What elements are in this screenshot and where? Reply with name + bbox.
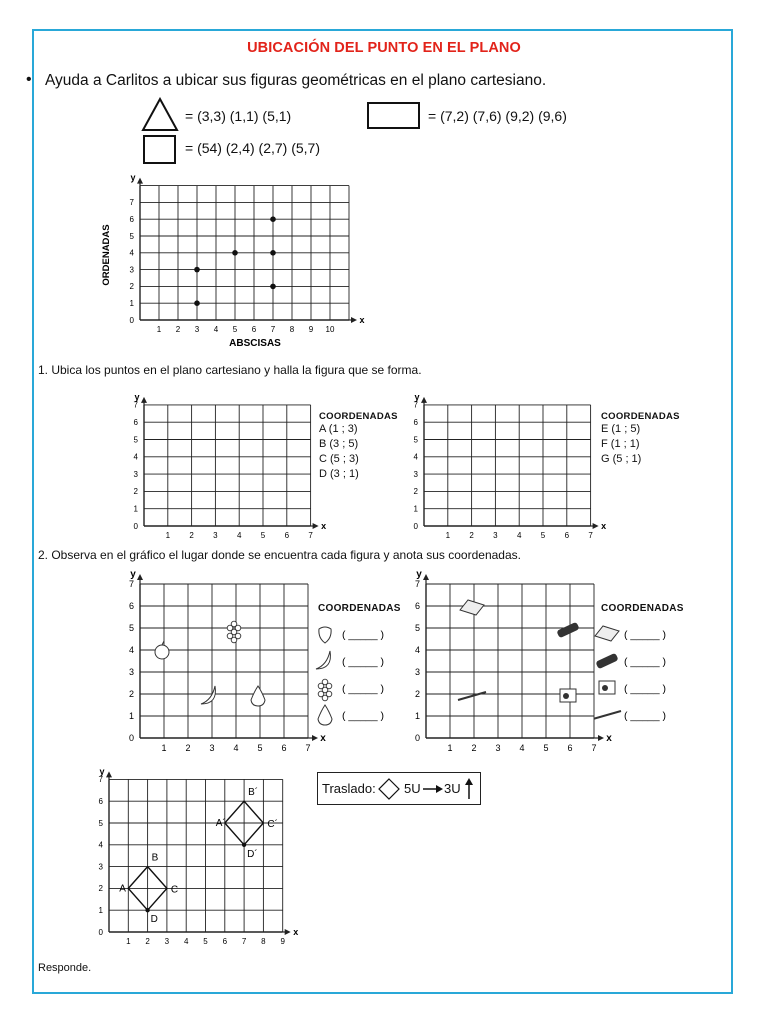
translated-vertex-label: A´ <box>215 818 226 829</box>
x-tick-label: 6 <box>281 743 287 753</box>
marker-icon <box>595 653 618 670</box>
square-coords: = (54) (2,4) (2,7) (5,7) <box>185 140 320 156</box>
y-tick-label: 5 <box>128 623 134 634</box>
x-tick-label: 6 <box>284 531 290 540</box>
x-tick-label: 1 <box>165 531 171 540</box>
grid-lines <box>144 405 311 526</box>
x-tick-label: 7 <box>591 743 597 753</box>
grid-lines <box>424 405 591 526</box>
y-tick-label: 6 <box>133 418 138 427</box>
q1-right-coords <box>601 411 680 467</box>
coord-a: A (1 ; 3) <box>319 423 358 435</box>
x-axis-letter: x <box>601 520 607 531</box>
sharpener-hole <box>602 685 608 691</box>
eraser-icon <box>595 626 619 641</box>
y-tick-label: 3 <box>413 469 418 479</box>
x-tick-label: 8 <box>261 937 266 946</box>
x-axis-arrow <box>313 523 319 529</box>
x-tick-label: 1 <box>126 937 131 946</box>
x-tick-label: 3 <box>495 743 501 753</box>
x-tick-label: 10 <box>325 325 335 334</box>
y-tick-label: 3 <box>129 265 134 275</box>
y-tick-label: 7 <box>413 400 418 410</box>
grapes-icon <box>318 679 332 701</box>
y-tick-label: 3 <box>128 667 134 678</box>
y-axis-arrow <box>137 574 143 580</box>
x-tick-label: 3 <box>164 937 170 946</box>
translated-vertex-label: C´ <box>267 819 278 830</box>
plotted-point <box>194 300 200 306</box>
y-axis-letter: y <box>134 391 140 402</box>
q2-left-answer-list <box>312 618 392 730</box>
original-vertex-dot <box>145 908 149 912</box>
q1-right-plane <box>408 380 608 540</box>
footer-text: Responde. <box>38 962 92 974</box>
x-tick-label: 1 <box>447 743 453 753</box>
y-axis-letter: y <box>414 391 420 402</box>
x-tick-label: 6 <box>567 743 573 753</box>
x-tick-label: 6 <box>222 937 228 946</box>
y-tick-label: 3 <box>133 469 138 479</box>
pencil-icon <box>458 692 486 700</box>
translated-vertex-label: D´ <box>247 848 258 860</box>
y-tick-label: 5 <box>413 435 418 445</box>
x-axis-letter: x <box>321 520 327 531</box>
x-axis-arrow <box>598 735 604 741</box>
original-vertex-label: C <box>170 884 179 896</box>
grapes-icon <box>227 621 241 643</box>
original-vertex-label: B <box>151 852 159 864</box>
x-tick-label: 2 <box>471 743 477 753</box>
x-tick-label: 7 <box>308 531 313 540</box>
x-axis-arrow <box>351 317 357 323</box>
banana-icon <box>201 686 215 704</box>
question-1: 1. Ubica los puntos en el plano cartesiano y halla la figura que se forma. <box>38 363 422 377</box>
y-tick-label: 6 <box>128 601 134 612</box>
y-tick-label: 4 <box>133 452 138 462</box>
x-axis-arrow <box>312 735 318 741</box>
rectangle-shape <box>367 102 421 130</box>
x-axis-arrow <box>285 929 291 935</box>
answer-blank: ( _____ ) <box>342 656 385 668</box>
diamond-icon <box>378 778 400 800</box>
y-tick-label: 0 <box>133 521 138 531</box>
original-vertex-label: D <box>150 914 158 926</box>
y-tick-label: 2 <box>133 487 138 497</box>
coords-header: COORDENADAS <box>319 411 398 422</box>
translation-up: 3U <box>444 781 461 796</box>
coords-header: COORDENADAS <box>601 411 680 422</box>
x-tick-label: 2 <box>175 325 181 334</box>
y-tick-label: 5 <box>98 818 103 828</box>
x-tick-label: 6 <box>251 325 257 334</box>
coord-f: F (1 ; 1) <box>601 438 640 450</box>
y-tick-label: 2 <box>414 689 420 700</box>
x-axis-arrow <box>593 523 599 529</box>
y-tick-label: 1 <box>128 711 134 722</box>
y-tick-label: 7 <box>414 579 420 590</box>
translated-vertex-label: B´ <box>248 787 259 799</box>
translated-vertex-dot <box>242 843 246 847</box>
x-tick-label: 4 <box>516 531 522 540</box>
y-axis-arrow <box>423 574 429 580</box>
x-tick-label: 1 <box>161 743 167 753</box>
x-tick-label: 7 <box>588 531 593 540</box>
x-tick-label: 1 <box>156 325 162 334</box>
x-tick-label: 4 <box>519 743 525 753</box>
y-tick-label: 7 <box>129 198 134 208</box>
x-axis-letter: x <box>320 733 326 745</box>
y-tick-label: 3 <box>414 667 420 678</box>
sharpener-hole <box>563 693 569 699</box>
y-tick-label: 6 <box>129 215 134 224</box>
x-tick-label: 8 <box>289 325 295 334</box>
x-tick-label: 5 <box>203 937 208 946</box>
triangle-shape <box>140 97 180 133</box>
q2-right-header: COORDENADAS <box>601 603 684 614</box>
y-axis-letter: y <box>130 172 136 183</box>
grape <box>322 695 328 701</box>
q2-left-plane <box>118 566 328 756</box>
intro-text: Ayuda a Carlitos a ubicar sus figuras geométricas en el plano cartesiano. <box>45 72 547 89</box>
y-tick-label: 1 <box>413 504 418 514</box>
y-tick-label: 0 <box>414 733 420 744</box>
marker-icon <box>556 622 579 639</box>
translation-label: Traslado: <box>322 781 376 796</box>
coord-b: B (3 ; 5) <box>319 438 359 450</box>
y-tick-label: 1 <box>133 504 138 514</box>
answer-blank: ( _____ ) <box>342 683 385 695</box>
y-tick-label: 2 <box>98 884 103 894</box>
x-axis-letter: x <box>293 926 299 937</box>
plotted-point <box>270 216 276 222</box>
grid-lines <box>426 584 594 738</box>
y-tick-label: 1 <box>98 906 103 915</box>
grid-lines <box>140 584 308 738</box>
coord-c: C (5 ; 3) <box>319 453 359 465</box>
y-tick-label: 7 <box>128 579 134 590</box>
x-tick-label: 4 <box>233 743 239 753</box>
x-tick-label: 5 <box>232 325 238 334</box>
coord-g: G (5 ; 1) <box>601 453 642 465</box>
x-tick-label: 3 <box>213 531 218 540</box>
plotted-point <box>232 250 238 256</box>
y-tick-label: 0 <box>128 733 134 744</box>
y-tick-label: 5 <box>129 231 134 241</box>
x-tick-label: 5 <box>257 743 263 753</box>
grid-lines <box>140 186 349 320</box>
q2-right-answer-list <box>594 618 684 730</box>
plotted-point <box>270 250 276 256</box>
x-tick-label: 1 <box>445 531 451 540</box>
x-tick-label: 9 <box>280 937 285 946</box>
rectangle-coords: = (7,2) (7,6) (9,2) (9,6) <box>428 108 567 124</box>
eraser-icon <box>460 600 484 615</box>
y-tick-label: 0 <box>413 521 418 531</box>
answer-blank: ( _____ ) <box>624 683 667 695</box>
x-tick-label: 7 <box>270 325 276 334</box>
y-tick-label: 5 <box>133 435 138 445</box>
x-tick-label: 3 <box>493 531 498 540</box>
y-tick-label: 6 <box>98 797 103 806</box>
x-tick-label: 5 <box>540 531 546 540</box>
coord-e: E (1 ; 5) <box>601 423 641 435</box>
plotted-point <box>270 284 276 290</box>
plotted-point <box>194 267 200 273</box>
q1-left-coords <box>319 411 398 482</box>
x-axis-letter: x <box>359 314 365 325</box>
x-tick-label: 2 <box>469 531 474 540</box>
q2-left-header: COORDENADAS <box>318 603 401 614</box>
grape <box>231 637 237 643</box>
y-axis-arrow <box>137 178 143 184</box>
q1-left-plane <box>128 380 328 540</box>
y-tick-label: 1 <box>129 299 134 308</box>
answer-blank: ( _____ ) <box>342 710 385 722</box>
x-tick-label: 2 <box>185 743 191 753</box>
y-axis-arrow <box>421 397 427 403</box>
y-axis-letter: y <box>99 766 105 777</box>
y-tick-label: 2 <box>128 689 134 700</box>
x-tick-label: 7 <box>305 743 311 753</box>
y-tick-label: 6 <box>414 601 420 612</box>
x-tick-label: 4 <box>236 531 242 540</box>
translation-right: 5U <box>404 781 421 796</box>
bullet: • <box>26 71 32 88</box>
y-axis-arrow <box>141 397 147 403</box>
x-tick-label: 5 <box>543 743 549 753</box>
answer-blank: ( _____ ) <box>624 710 667 722</box>
y-tick-label: 4 <box>128 645 134 656</box>
answer-blank: ( _____ ) <box>342 629 385 641</box>
y-axis-letter: y <box>130 569 136 580</box>
y-tick-label: 4 <box>98 840 103 850</box>
y-tick-label: 2 <box>413 487 418 497</box>
pear-icon <box>251 686 265 706</box>
x-axis-title: ABSCISAS <box>229 338 281 349</box>
y-tick-label: 4 <box>414 645 420 656</box>
x-tick-label: 3 <box>194 325 200 334</box>
question-2: 2. Observa en el gráfico el lugar donde se encuentra cada figura y anota sus coordenadas. <box>38 548 521 562</box>
x-axis-letter: x <box>606 733 612 745</box>
y-tick-label: 7 <box>98 775 103 785</box>
pencil-icon <box>594 711 621 719</box>
y-tick-label: 3 <box>98 862 103 872</box>
y-tick-label: 4 <box>413 452 418 462</box>
square-shape <box>143 135 177 165</box>
x-tick-label: 3 <box>209 743 215 753</box>
triangle-coords: = (3,3) (1,1) (5,1) <box>185 108 292 124</box>
x-tick-label: 4 <box>183 937 189 946</box>
apple-icon <box>155 645 169 659</box>
y-tick-label: 5 <box>414 623 420 634</box>
y-axis-arrow <box>106 771 112 777</box>
q2-right-plane <box>404 566 614 756</box>
main-cartesian-plane <box>95 170 375 350</box>
banana-icon <box>316 651 330 669</box>
y-tick-label: 0 <box>129 315 134 325</box>
pear-icon <box>318 705 332 725</box>
y-axis-letter: y <box>416 569 422 580</box>
translation-plane <box>94 758 304 953</box>
x-tick-label: 5 <box>260 531 266 540</box>
x-tick-label: 2 <box>145 937 150 946</box>
y-tick-label: 6 <box>413 418 418 427</box>
y-tick-label: 4 <box>129 248 134 258</box>
original-vertex-label: A <box>119 883 126 895</box>
page-title: UBICACIÓN DEL PUNTO EN EL PLANO <box>247 40 521 56</box>
answer-blank: ( _____ ) <box>624 629 667 641</box>
arrow-up-icon <box>464 778 474 800</box>
x-tick-label: 6 <box>564 531 570 540</box>
answer-blank: ( _____ ) <box>624 656 667 668</box>
x-tick-label: 2 <box>189 531 194 540</box>
x-tick-label: 9 <box>308 325 314 334</box>
x-tick-label: 7 <box>241 937 247 946</box>
y-tick-label: 0 <box>98 927 103 937</box>
y-tick-label: 2 <box>129 282 134 292</box>
x-tick-label: 4 <box>213 325 219 334</box>
y-axis-title: ORDENADAS <box>101 224 112 286</box>
translation-box <box>317 772 481 805</box>
coord-d: D (3 ; 1) <box>319 468 359 480</box>
y-tick-label: 1 <box>414 711 420 722</box>
arrow-right-icon <box>422 783 444 795</box>
pepper-icon <box>319 627 331 643</box>
y-tick-label: 7 <box>133 400 138 410</box>
